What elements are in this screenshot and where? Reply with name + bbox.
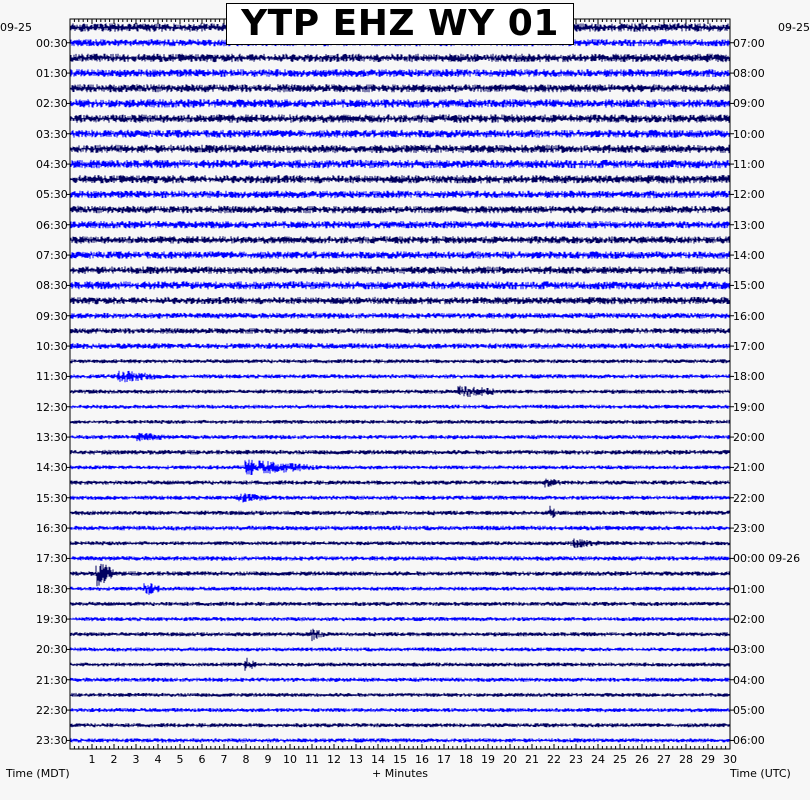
right-time-label: 17:00 bbox=[733, 340, 765, 354]
x-tick-label: 11 bbox=[305, 753, 319, 766]
trace-row-24 bbox=[70, 371, 730, 382]
right-time-label: 23:00 bbox=[733, 522, 765, 536]
trace-row-21 bbox=[70, 328, 730, 334]
x-tick-label: 27 bbox=[657, 753, 671, 766]
trace-row-23 bbox=[70, 359, 730, 363]
x-tick-label: 12 bbox=[327, 753, 341, 766]
left-time-label: 02:30 bbox=[36, 97, 68, 111]
left-time-label: 05:30 bbox=[36, 188, 68, 202]
trace-row-18 bbox=[70, 281, 730, 289]
trace-row-4 bbox=[70, 69, 730, 77]
trace-row-37 bbox=[70, 564, 730, 586]
right-time-label: 15:00 bbox=[733, 279, 765, 293]
trace-row-32 bbox=[70, 493, 730, 502]
right-time-label: 16:00 bbox=[733, 309, 765, 323]
right-time-label: 06:00 bbox=[733, 734, 765, 748]
trace-row-11 bbox=[70, 175, 730, 184]
trace-row-6 bbox=[70, 99, 730, 108]
left-time-label: 23:30 bbox=[36, 734, 68, 748]
trace-row-29 bbox=[70, 450, 730, 455]
trace-row-25 bbox=[70, 386, 730, 397]
trace-row-7 bbox=[70, 114, 730, 122]
left-time-label: 04:30 bbox=[36, 158, 68, 172]
left-time-label: 12:30 bbox=[36, 400, 68, 414]
right-time-label: 10:00 bbox=[733, 127, 765, 141]
plot-frame bbox=[70, 19, 730, 749]
x-tick-label: 5 bbox=[176, 753, 184, 766]
trace-row-27 bbox=[70, 420, 730, 424]
trace-row-30 bbox=[70, 460, 730, 475]
right-time-label: 12:00 bbox=[733, 188, 765, 202]
trace-row-33 bbox=[70, 506, 730, 518]
trace-row-15 bbox=[70, 236, 730, 243]
left-axis-title: Time (MDT) bbox=[6, 767, 70, 780]
x-tick-label: 2 bbox=[110, 753, 118, 766]
right-time-label: 09:00 bbox=[733, 97, 765, 111]
chart-title-box bbox=[226, 3, 574, 45]
trace-row-34 bbox=[70, 526, 730, 531]
right-time-label: 11:00 bbox=[733, 158, 765, 172]
left-time-label: 13:30 bbox=[36, 431, 68, 445]
left-time-label: 00:30 bbox=[36, 36, 68, 50]
trace-row-9 bbox=[70, 145, 730, 153]
trace-row-40 bbox=[70, 617, 730, 621]
right-time-label: 21:00 bbox=[733, 461, 765, 475]
x-tick-label: 13 bbox=[349, 753, 363, 766]
trace-row-14 bbox=[70, 221, 730, 229]
right-time-label: 13:00 bbox=[733, 218, 765, 232]
trace-row-35 bbox=[70, 539, 730, 549]
left-time-label: 03:30 bbox=[36, 127, 68, 141]
trace-row-12 bbox=[70, 191, 730, 199]
trace-row-45 bbox=[70, 693, 730, 697]
chart-title: YTP EHZ WY 01 bbox=[241, 3, 559, 44]
x-tick-label: 1 bbox=[88, 753, 96, 766]
left-time-label: 16:30 bbox=[36, 522, 68, 536]
x-tick-label: 28 bbox=[679, 753, 693, 766]
x-tick-label: 17 bbox=[437, 753, 451, 766]
trace-row-42 bbox=[70, 647, 730, 651]
left-time-label: 06:30 bbox=[36, 218, 68, 232]
date-right-label: 09-25 bbox=[778, 21, 810, 34]
trace-row-28 bbox=[70, 433, 730, 441]
trace-row-19 bbox=[70, 297, 730, 304]
trace-row-31 bbox=[70, 479, 730, 488]
left-time-label: 14:30 bbox=[36, 461, 68, 475]
x-tick-label: 15 bbox=[393, 753, 407, 766]
right-time-label: 18:00 bbox=[733, 370, 765, 384]
x-tick-label: 19 bbox=[481, 753, 495, 766]
right-time-label: 20:00 bbox=[733, 431, 765, 445]
trace-row-20 bbox=[70, 313, 730, 319]
x-axis-title: + Minutes bbox=[372, 767, 429, 780]
right-time-label: 04:00 bbox=[733, 673, 765, 687]
right-axis-title: Time (UTC) bbox=[730, 767, 791, 780]
trace-row-26 bbox=[70, 405, 730, 409]
left-time-label: 11:30 bbox=[36, 370, 68, 384]
right-time-label: 19:00 bbox=[733, 400, 765, 414]
left-time-label: 15:30 bbox=[36, 491, 68, 505]
x-tick-label: 29 bbox=[701, 753, 715, 766]
trace-row-22 bbox=[70, 343, 730, 349]
trace-row-44 bbox=[70, 678, 730, 682]
right-time-label: 01:00 bbox=[733, 582, 765, 596]
x-tick-label: 20 bbox=[503, 753, 517, 766]
left-time-label: 09:30 bbox=[36, 309, 68, 323]
x-tick-label: 4 bbox=[154, 753, 162, 766]
trace-row-5 bbox=[70, 84, 730, 92]
x-tick-label: 21 bbox=[525, 753, 539, 766]
left-time-label: 10:30 bbox=[36, 340, 68, 354]
right-time-label: 07:00 bbox=[733, 36, 765, 50]
x-tick-label: 24 bbox=[591, 753, 605, 766]
x-tick-label: 8 bbox=[242, 753, 250, 766]
x-tick-label: 3 bbox=[132, 753, 140, 766]
left-time-label: 07:30 bbox=[36, 249, 68, 263]
x-tick-label: 14 bbox=[371, 753, 385, 766]
right-time-label: 00:00 09-26 bbox=[733, 552, 801, 566]
trace-group bbox=[70, 23, 730, 742]
trace-row-41 bbox=[70, 629, 730, 641]
right-time-label: 22:00 bbox=[733, 491, 765, 505]
x-tick-label: 23 bbox=[569, 753, 583, 766]
trace-row-38 bbox=[70, 583, 730, 595]
x-tick-label: 25 bbox=[613, 753, 627, 766]
right-time-label: 05:00 bbox=[733, 704, 765, 718]
trace-row-39 bbox=[70, 602, 730, 606]
left-time-label: 08:30 bbox=[36, 279, 68, 293]
trace-row-10 bbox=[70, 160, 730, 169]
left-time-label: 22:30 bbox=[36, 704, 68, 718]
x-tick-label: 9 bbox=[264, 753, 272, 766]
x-tick-label: 22 bbox=[547, 753, 561, 766]
right-time-label: 02:00 bbox=[733, 613, 765, 627]
trace-row-47 bbox=[70, 723, 730, 727]
trace-row-43 bbox=[70, 658, 730, 671]
date-left-label: 09-25 bbox=[0, 21, 32, 34]
x-tick-label: 10 bbox=[283, 753, 297, 766]
trace-row-36 bbox=[70, 556, 730, 561]
x-tick-label: 16 bbox=[415, 753, 429, 766]
left-time-label: 21:30 bbox=[36, 673, 68, 687]
left-time-label: 18:30 bbox=[36, 582, 68, 596]
left-time-label: 17:30 bbox=[36, 552, 68, 566]
x-tick-label: 6 bbox=[198, 753, 206, 766]
left-time-label: 01:30 bbox=[36, 67, 68, 81]
trace-row-8 bbox=[70, 130, 730, 138]
x-tick-label: 18 bbox=[459, 753, 473, 766]
trace-row-13 bbox=[70, 206, 730, 214]
right-time-label: 03:00 bbox=[733, 643, 765, 657]
right-time-label: 14:00 bbox=[733, 249, 765, 263]
trace-row-3 bbox=[70, 54, 730, 63]
left-time-label: 20:30 bbox=[36, 643, 68, 657]
trace-row-16 bbox=[70, 251, 730, 258]
x-tick-label: 30 bbox=[723, 753, 737, 766]
trace-row-46 bbox=[70, 708, 730, 712]
trace-row-48 bbox=[70, 738, 730, 742]
tick-group bbox=[66, 19, 734, 749]
left-time-label: 19:30 bbox=[36, 613, 68, 627]
right-time-label: 08:00 bbox=[733, 67, 765, 81]
x-tick-label: 7 bbox=[220, 753, 228, 766]
x-tick-label: 26 bbox=[635, 753, 649, 766]
trace-row-17 bbox=[70, 266, 730, 274]
